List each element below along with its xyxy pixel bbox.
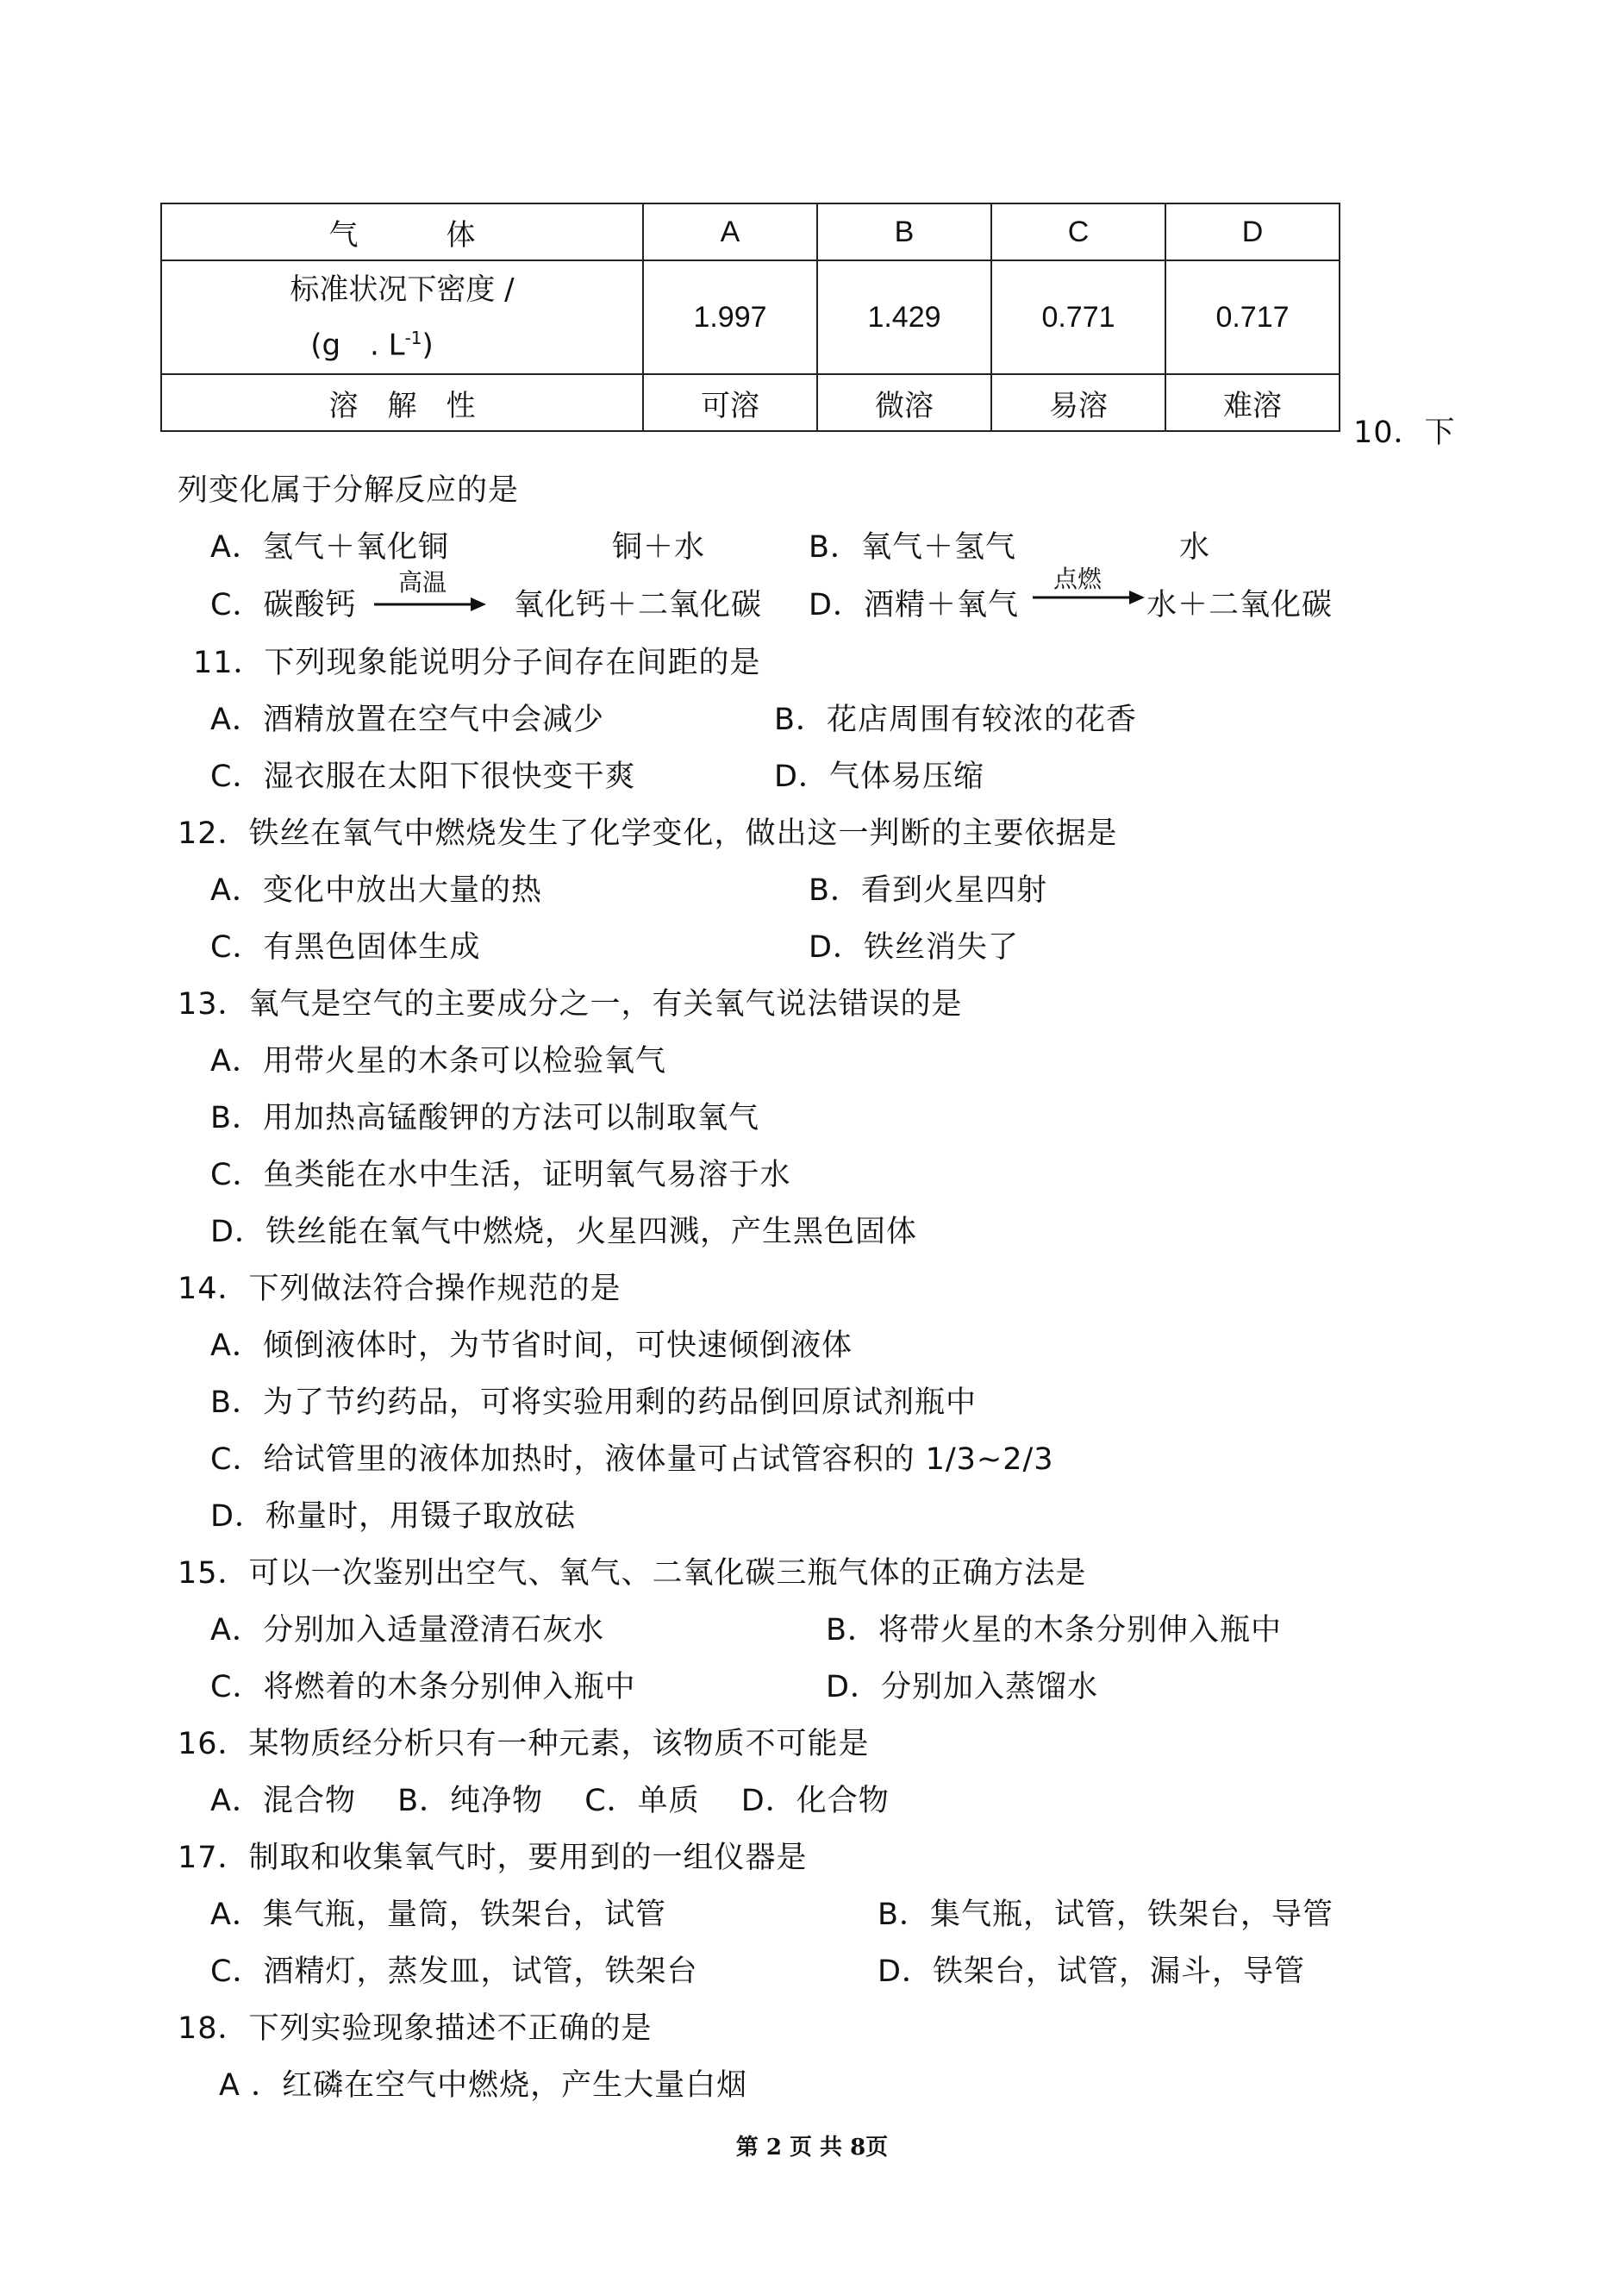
q11-option-d: D．气体易压缩 [774,760,984,794]
q12-option-b: B．看到火星四射 [809,873,1048,908]
q10-option-d-left: D．酒精＋氧气 [809,588,1019,622]
q10-option-b-right: 水 [1179,530,1211,565]
table-header-d: D [1165,203,1340,260]
q14-option-b: B．为了节约药品，可将实验用剩的药品倒回原试剂瓶中 [210,1385,978,1420]
q15-stem: 15．可以一次鉴别出空气、氧气、二氧化碳三瓶气体的正确方法是 [178,1556,1087,1591]
q12-option-a: A．变化中放出大量的热 [210,873,542,908]
reaction-arrow-icon [374,595,486,614]
q11-option-a: A．酒精放置在空气中会减少 [210,703,604,737]
q10-number: 10．下 [1353,416,1456,450]
q17-option-b: B．集气瓶，试管，铁架台，导管 [878,1898,1334,1932]
density-b: 1.429 [817,260,991,374]
density-c: 0.771 [991,260,1165,374]
table-header-c: C [991,203,1165,260]
solubility-c: 易溶 [991,374,1165,431]
q16-options: A．混合物 B．纯净物 C．单质 D．化合物 [210,1784,890,1818]
table-header-row [161,203,1340,260]
table-row-solubility [161,374,1340,431]
q17-option-c: C．酒精灯，蒸发皿，试管，铁架台 [210,1954,698,1989]
q10-option-c-right: 氧化钙＋二氧化碳 [514,588,763,622]
q15-option-b: B．将带火星的木条分别伸入瓶中 [826,1613,1283,1648]
q17-stem: 17．制取和收集氧气时，要用到的一组仪器是 [178,1841,808,1875]
q18-option-a: A ．红磷在空气中燃烧，产生大量白烟 [219,2068,748,2103]
density-d: 0.717 [1165,260,1340,374]
table-header-a: A [643,203,817,260]
q13-option-d: D．铁丝能在氧气中燃烧，火星四溅，产生黑色固体 [210,1215,917,1249]
table-header-b: B [817,203,991,260]
q14-option-a: A．倾倒液体时，为节省时间，可快速倾倒液体 [210,1329,853,1363]
solubility-d: 难溶 [1165,374,1340,431]
q13-option-a: A．用带火星的木条可以检验氧气 [210,1044,666,1079]
density-a: 1.997 [643,260,817,374]
q17-option-a: A．集气瓶，量筒，铁架台，试管 [210,1898,666,1932]
page-footer: 第 2 页 共 8页 [735,2135,889,2161]
density-label-line2: (g . $L^{-1}$) [310,327,434,363]
q16-stem: 16．某物质经分析只有一种元素，该物质不可能是 [178,1727,870,1761]
q10-d-condition: 点燃 [1053,565,1102,593]
q18-stem: 18．下列实验现象描述不正确的是 [178,2011,653,2046]
q10-option-d-right: 水＋二氧化碳 [1146,588,1334,622]
gas-properties-table [160,203,1340,432]
q15-option-a: A．分别加入适量澄清石灰水 [210,1613,604,1648]
q12-stem: 12．铁丝在氧气中燃烧发生了化学变化，做出这一判断的主要依据是 [178,816,1118,851]
q10-option-b-left: B．氧气＋氢气 [809,530,1017,565]
q14-stem: 14．下列做法符合操作规范的是 [178,1272,621,1306]
density-label-line1: 标准状况下密度 / [290,272,515,307]
q11-stem: 11．下列现象能说明分子间存在间距的是 [193,646,761,680]
q10-option-a-right: 铜＋水 [612,530,706,565]
q10-option-c-left: C．碳酸钙 [210,588,357,622]
q10-c-condition: 高温 [398,568,447,597]
q13-stem: 13．氧气是空气的主要成分之一，有关氧气说法错误的是 [178,987,963,1022]
q12-option-d: D．铁丝消失了 [809,930,1019,965]
q12-option-c: C．有黑色固体生成 [210,930,481,965]
q13-option-b: B．用加热高锰酸钾的方法可以制取氧气 [210,1101,760,1135]
table-header-gas: 气 体 [161,203,643,260]
q10-stem: 列变化属于分解反应的是 [178,473,520,508]
table-row-density [161,260,1340,374]
reaction-arrow-icon [1033,588,1145,607]
q13-option-c: C．鱼类能在水中生活，证明氧气易溶于水 [210,1158,791,1192]
q11-option-b: B．花店周围有较浓的花香 [774,703,1138,737]
solubility-label: 溶 解 性 [161,374,643,431]
q10-option-a-left: A．氢气＋氧化铜 [210,530,449,565]
q14-option-c: C．给试管里的液体加热时，液体量可占试管容积的 1/3~2/3 [210,1442,1054,1477]
solubility-b: 微溶 [817,374,991,431]
density-label [161,260,643,374]
q15-option-c: C．将燃着的木条分别伸入瓶中 [210,1670,636,1704]
q11-option-c: C．湿衣服在太阳下很快变干爽 [210,760,636,794]
solubility-a: 可溶 [643,374,817,431]
q14-option-d: D．称量时，用镊子取放砝 [210,1499,576,1534]
q17-option-d: D．铁架台，试管，漏斗，导管 [878,1954,1305,1989]
q15-option-d: D．分别加入蒸馏水 [826,1670,1098,1704]
